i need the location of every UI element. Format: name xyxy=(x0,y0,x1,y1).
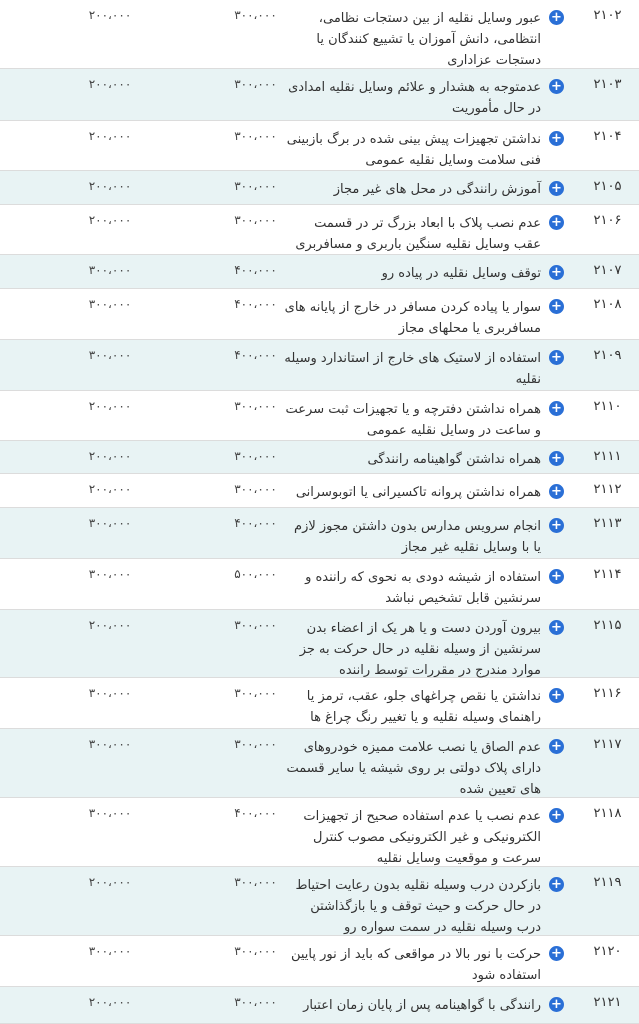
expand-plus-icon[interactable]: + xyxy=(549,946,564,961)
table-row xyxy=(0,171,639,205)
fine-amount-secondary: ۲۰۰،۰۰۰ xyxy=(88,618,132,632)
expand-plus-icon[interactable]: + xyxy=(549,997,564,1012)
fine-amount-secondary: ۲۰۰،۰۰۰ xyxy=(88,213,132,227)
fine-amount-secondary: ۲۰۰،۰۰۰ xyxy=(88,449,132,463)
fine-amount-secondary: ۳۰۰،۰۰۰ xyxy=(88,516,132,530)
fine-amount-primary: ۳۰۰،۰۰۰ xyxy=(234,737,277,751)
fine-amount-secondary: ۳۰۰،۰۰۰ xyxy=(88,737,132,751)
table-row xyxy=(0,729,639,798)
expand-plus-icon[interactable]: + xyxy=(549,350,564,365)
violation-code: ۲۱۱۲ xyxy=(593,482,622,497)
expand-plus-icon[interactable]: + xyxy=(549,10,564,25)
fine-amount-primary: ۳۰۰،۰۰۰ xyxy=(234,995,277,1009)
expand-plus-icon[interactable]: + xyxy=(549,401,564,416)
violation-description: استفاده از شیشه دودی به نحوی که راننده و سرنشین قابل تشخیص نباشد xyxy=(305,570,541,606)
violation-code: ۲۱۰۹ xyxy=(593,348,622,363)
violation-description: همراه نداشتن گواهینامه رانندگی xyxy=(367,452,541,467)
fine-amount-primary: ۵۰۰،۰۰۰ xyxy=(234,567,277,581)
violation-code: ۲۱۰۸ xyxy=(593,297,622,312)
violation-description: بیرون آوردن دست و یا هر یک از اعضاء بدن سرنشین از وسیله نقلیه در حال حرکت به جز موارد مندرج در مقررات توسط راننده xyxy=(299,621,541,678)
table-row xyxy=(0,391,639,441)
violation-code: ۲۱۱۴ xyxy=(593,567,622,582)
fine-amount-primary: ۳۰۰،۰۰۰ xyxy=(234,686,277,700)
violation-code: ۲۱۱۰ xyxy=(593,399,622,414)
violation-code: ۲۱۱۱ xyxy=(593,449,622,464)
expand-plus-icon[interactable]: + xyxy=(549,181,564,196)
expand-plus-icon[interactable]: + xyxy=(549,299,564,314)
fine-amount-secondary: ۳۰۰،۰۰۰ xyxy=(88,297,132,311)
violation-description: نداشتن یا نقص چراغهای جلو، عقب، ترمز یا راهنمای وسیله نقلیه و یا تغییر رنگ چراغ ها xyxy=(306,689,541,725)
violation-description: نداشتن تجهیزات پیش بینی شده در برگ بازبینی فنی سلامت وسایل نقلیه عمومی xyxy=(286,132,541,168)
violation-code: ۲۱۲۱ xyxy=(593,995,622,1010)
table-row xyxy=(0,987,639,1024)
table-row xyxy=(0,508,639,559)
fine-amount-secondary: ۳۰۰،۰۰۰ xyxy=(88,944,132,958)
fine-amount-secondary: ۲۰۰،۰۰۰ xyxy=(88,482,132,496)
violation-description: عبور وسایل نقلیه از بین دستجات نظامی، انتظامی، دانش آموزان یا تشییع کنندگان یا دستجات عزاداری xyxy=(316,11,541,68)
table-row xyxy=(0,121,639,171)
violation-code: ۲۱۱۶ xyxy=(593,686,622,701)
expand-plus-icon[interactable]: + xyxy=(549,79,564,94)
violation-code: ۲۱۱۹ xyxy=(593,875,622,890)
violation-description: بازکردن درب وسیله نقلیه بدون رعایت احتیاط در حال حرکت و حیث توقف و یا بازگذاشتن درب وسیله نقلیه در سمت سواره رو xyxy=(295,878,541,935)
fine-amount-primary: ۳۰۰،۰۰۰ xyxy=(234,482,277,496)
fine-amount-secondary: ۳۰۰،۰۰۰ xyxy=(88,263,132,277)
expand-plus-icon[interactable]: + xyxy=(549,620,564,635)
fine-amount-primary: ۳۰۰،۰۰۰ xyxy=(234,449,277,463)
fine-amount-primary: ۴۰۰،۰۰۰ xyxy=(234,297,277,311)
fine-amount-primary: ۴۰۰،۰۰۰ xyxy=(234,263,277,277)
table-row xyxy=(0,936,639,987)
expand-plus-icon[interactable]: + xyxy=(549,131,564,146)
table-row xyxy=(0,340,639,391)
fine-amount-primary: ۴۰۰،۰۰۰ xyxy=(234,348,277,362)
violation-description: عدم الصاق یا نصب علامت ممیزه خودروهای دارای پلاک دولتی بر روی شیشه یا سایر قسمت های تعیین شده xyxy=(286,740,541,797)
table-row xyxy=(0,610,639,678)
fine-amount-primary: ۳۰۰،۰۰۰ xyxy=(234,618,277,632)
violation-description: حرکت با نور بالا در مواقعی که باید از نور پایین استفاده شود xyxy=(290,947,541,983)
fine-amount-secondary: ۳۰۰،۰۰۰ xyxy=(88,348,132,362)
fine-amount-primary: ۳۰۰،۰۰۰ xyxy=(234,8,277,22)
violation-description: عدم نصب پلاک با ابعاد بزرگ تر در قسمت عقب وسایل نقلیه سنگین باربری و مسافربری xyxy=(295,216,541,252)
fine-amount-primary: ۳۰۰،۰۰۰ xyxy=(234,129,277,143)
violation-code: ۲۱۰۶ xyxy=(593,213,622,228)
table-row xyxy=(0,441,639,474)
expand-plus-icon[interactable]: + xyxy=(549,215,564,230)
table-row xyxy=(0,289,639,340)
fine-amount-secondary: ۳۰۰،۰۰۰ xyxy=(88,686,132,700)
fine-amount-primary: ۳۰۰،۰۰۰ xyxy=(234,213,277,227)
violation-description: انجام سرویس مدارس بدون داشتن مجوز لازم یا با وسایل نقلیه غیر مجاز xyxy=(294,519,541,555)
table-row xyxy=(0,678,639,729)
expand-plus-icon[interactable]: + xyxy=(549,688,564,703)
fine-amount-secondary: ۲۰۰،۰۰۰ xyxy=(88,129,132,143)
fine-amount-secondary: ۲۰۰،۰۰۰ xyxy=(88,995,132,1009)
expand-plus-icon[interactable]: + xyxy=(549,518,564,533)
violation-code: ۲۱۱۵ xyxy=(593,618,622,633)
violation-code: ۲۱۱۸ xyxy=(593,806,622,821)
fine-amount-primary: ۴۰۰،۰۰۰ xyxy=(234,806,277,820)
fine-amount-secondary: ۲۰۰،۰۰۰ xyxy=(88,399,132,413)
fine-amount-primary: ۳۰۰،۰۰۰ xyxy=(234,179,277,193)
expand-plus-icon[interactable]: + xyxy=(549,451,564,466)
table-row xyxy=(0,474,639,508)
violation-description: توقف وسایل نقلیه در پیاده رو xyxy=(381,266,541,281)
violation-description: رانندگی با گواهینامه پس از پایان زمان اعتبار xyxy=(303,998,541,1013)
fine-amount-secondary: ۳۰۰،۰۰۰ xyxy=(88,567,132,581)
expand-plus-icon[interactable]: + xyxy=(549,484,564,499)
table-row xyxy=(0,255,639,289)
violation-code: ۲۱۲۰ xyxy=(593,944,622,959)
violation-code: ۲۱۰۵ xyxy=(593,179,622,194)
fine-amount-secondary: ۲۰۰،۰۰۰ xyxy=(88,77,132,91)
fine-amount-primary: ۴۰۰،۰۰۰ xyxy=(234,516,277,530)
violation-code: ۲۱۱۷ xyxy=(593,737,622,752)
fine-amount-secondary: ۲۰۰،۰۰۰ xyxy=(88,8,132,22)
violation-description: عدمتوجه به هشدار و علائم وسایل نقلیه امدادی در حال مأموریت xyxy=(288,80,541,116)
expand-plus-icon[interactable]: + xyxy=(549,739,564,754)
expand-plus-icon[interactable]: + xyxy=(549,265,564,280)
violation-code: ۲۱۱۳ xyxy=(593,516,622,531)
violation-code: ۲۱۰۳ xyxy=(593,77,622,92)
fine-amount-primary: ۳۰۰،۰۰۰ xyxy=(234,77,277,91)
fine-amount-secondary: ۲۰۰،۰۰۰ xyxy=(88,179,132,193)
violation-description: همراه نداشتن پروانه تاکسیرانی یا اتوبوسرانی xyxy=(295,485,541,500)
table-row xyxy=(0,69,639,121)
violation-code: ۲۱۰۲ xyxy=(593,8,622,23)
table-row xyxy=(0,867,639,936)
table-row xyxy=(0,798,639,867)
violation-description: استفاده از لاستیک های خارج از استاندارد وسیله نقلیه xyxy=(284,351,541,387)
violation-description: سوار یا پیاده کردن مسافر در خارج از پایانه های مسافربری یا محلهای مجاز xyxy=(284,300,541,336)
expand-plus-icon[interactable]: + xyxy=(549,877,564,892)
table-row xyxy=(0,205,639,255)
violation-code: ۲۱۰۴ xyxy=(593,129,622,144)
violation-description: همراه نداشتن دفترچه و یا تجهیزات ثبت سرعت و ساعت در وسایل نقلیه عمومی xyxy=(285,402,541,438)
table-row xyxy=(0,0,639,69)
fine-amount-secondary: ۲۰۰،۰۰۰ xyxy=(88,875,132,889)
fine-amount-primary: ۳۰۰،۰۰۰ xyxy=(234,399,277,413)
fine-amount-primary: ۳۰۰،۰۰۰ xyxy=(234,875,277,889)
expand-plus-icon[interactable]: + xyxy=(549,808,564,823)
fine-amount-primary: ۳۰۰،۰۰۰ xyxy=(234,944,277,958)
expand-plus-icon[interactable]: + xyxy=(549,569,564,584)
violation-description: آموزش رانندگی در محل های غیر مجاز xyxy=(333,182,541,197)
fine-amount-secondary: ۳۰۰،۰۰۰ xyxy=(88,806,132,820)
violation-description: عدم نصب یا عدم استفاده صحیح از تجهیزات الکترونیکی و غیر الکترونیکی مصوب کنترل سرعت و موقعیت وسایل نقلیه xyxy=(303,809,541,866)
violation-code: ۲۱۰۷ xyxy=(593,263,622,278)
table-row xyxy=(0,559,639,610)
